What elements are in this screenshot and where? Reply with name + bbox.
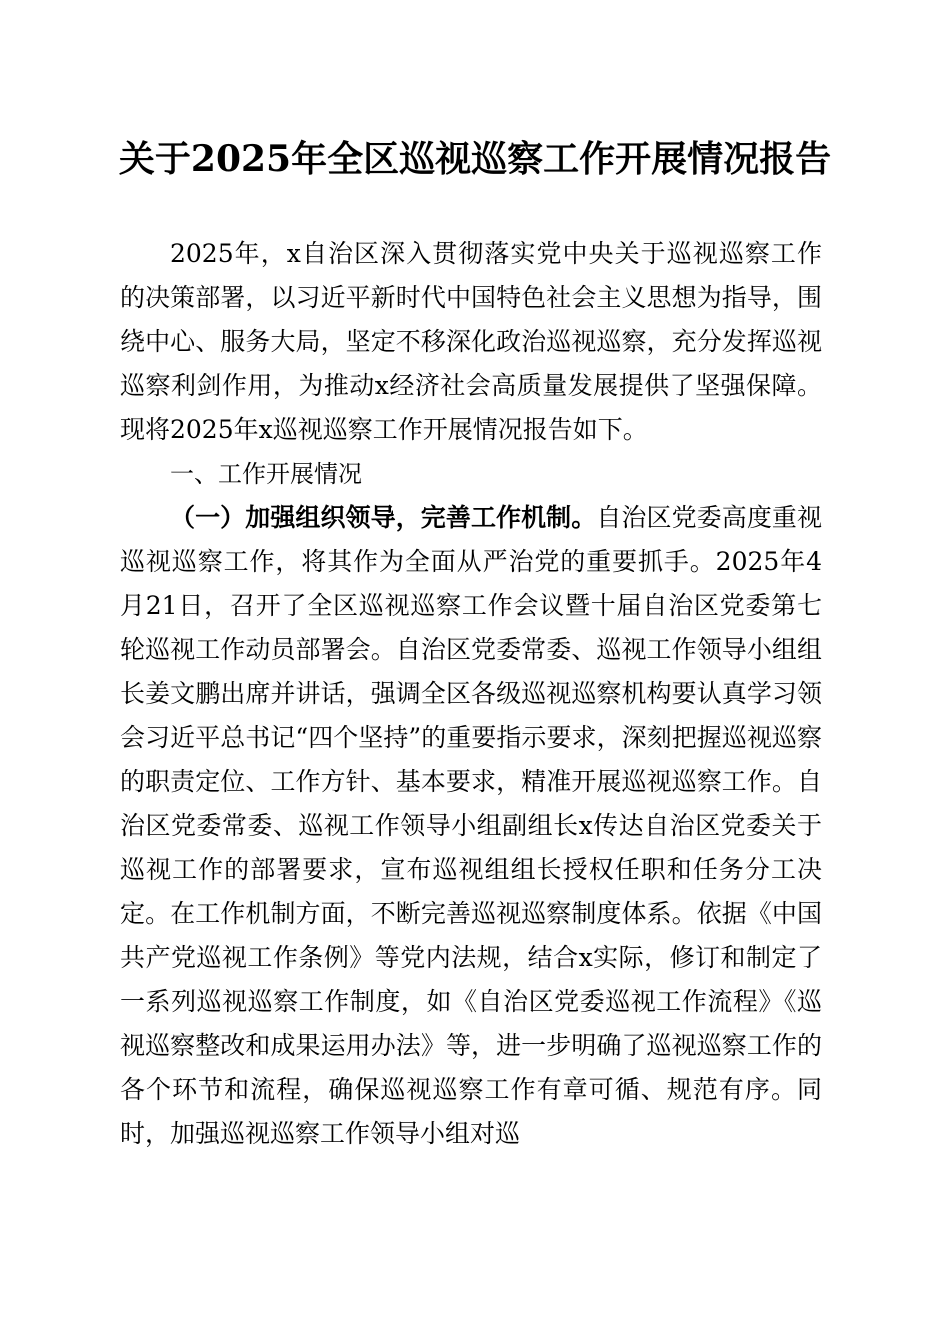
subsection-paragraph-1 [120,496,822,1156]
document-body [120,232,822,1156]
document-title: 关于2025年全区巡视巡察工作开展情况报告 [118,138,832,180]
section-heading-work-progress: 一、工作开展情况 [170,460,362,488]
subsection-lead-1: （一）加强组织领导，完善工作机制。 [170,503,597,532]
subsection-text-1: 自治区党委高度重视巡视巡察工作，将其作为全面从严治党的重要抓手。2025年4月21日，召开了全区巡视巡察工作会议暨十届自治区党委第七轮巡视工作动员部署会。自治区党委常委、巡视工作领导小组组长姜文鹏出席并讲话，强调全区各级巡视巡察机构要认真学习领会习近平总书记“四个坚持”的重要指示要求，深刻把握巡视巡察的职责定位、工作方针、基本要求，精准开展巡视巡察工作。自治区党委常委、巡视工作领导小组副组长x传达自治区党委关于巡视工作的部署要求，宣布巡视组组长授权任职和任务分工决定。在工作机制方面，不断完善巡视巡察制度体系。依据《中国共产党巡视工作条例》等党内法规，结合x实际，修订和制定了一系列巡视巡察工作制度，如《自治区党委巡视工作流程》《巡视巡察整改和成果运用办法》等，进一步明确了巡视巡察工作的各个环节和流程，确保巡视巡察工作有章可循、规范有序。同时，加强巡视巡察工作领导小组对巡 [120,503,822,1148]
intro-paragraph: 2025年，x自治区深入贯彻落实党中央关于巡视巡察工作的决策部署，以习近平新时代中国特色社会主义思想为指导，围绕中心、服务大局，坚定不移深化政治巡视巡察，充分发挥巡视巡察利剑作用，为推动x经济社会高质量发展提供了坚强保障。现将2025年x巡视巡察工作开展情况报告如下。 [120,239,822,444]
